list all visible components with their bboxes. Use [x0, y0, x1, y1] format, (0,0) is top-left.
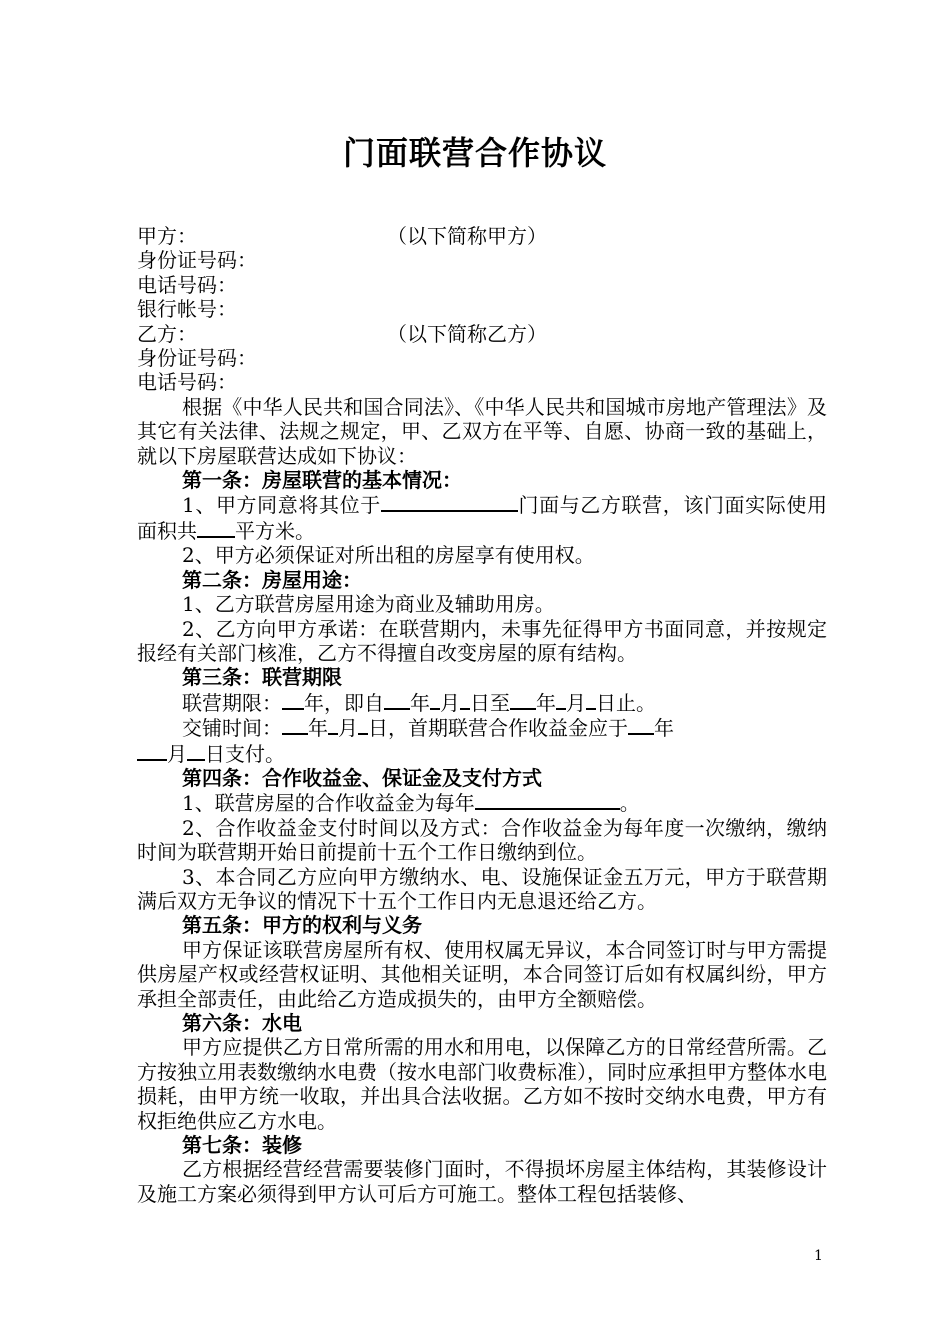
- blank: [282, 715, 308, 735]
- article-7-paragraph: 乙方根据经营经营需要装修门面时，不得损坏房屋主体结构，其装修设计及施工方案必须得到甲方认可后方可施工。整体工程包括装修、: [137, 1157, 827, 1206]
- article-1-clause-2: 2、甲方必须保证对所出租的房屋享有使用权。: [182, 543, 595, 568]
- article-1-clause-1: 1、甲方同意将其位于 门面与乙方联营，该门面实际使用面积共 平方米。: [137, 493, 828, 543]
- party-a-id: 身份证号码：: [137, 248, 257, 273]
- blank: [510, 690, 536, 710]
- party-a-bank: 银行帐号：: [137, 297, 237, 322]
- blank: [628, 715, 654, 735]
- party-a-phone: 电话号码：: [137, 272, 237, 297]
- amount-blank: [475, 790, 620, 810]
- article-4-clause-2: 2、合作收益金支付时间以及方式：合作收益金为每年度一次缴纳，缴纳时间为联营期开始日前提前十五个工作日缴纳到位。: [137, 815, 827, 865]
- article-4-clause-1: 1、联营房屋的合作收益金为每年 。: [182, 791, 640, 816]
- document-title: 门面联营合作协议: [342, 134, 607, 172]
- article-2-heading: 第二条：房屋用途：: [182, 567, 362, 592]
- blank: [556, 690, 566, 710]
- article-6-heading: 第六条：水电: [182, 1011, 302, 1035]
- article-2-clause-1: 1、乙方联营房屋用途为商业及辅助用房。: [182, 592, 555, 617]
- blank: [187, 741, 205, 761]
- blank: [430, 690, 440, 710]
- blank: [358, 715, 368, 735]
- document-body: [137, 224, 827, 1206]
- article-4-heading: 第四条：合作收益金、保证金及支付方式: [182, 765, 542, 790]
- blank: [384, 690, 410, 710]
- party-a-note: （以下简称甲方）: [387, 224, 547, 248]
- blank: [137, 741, 167, 761]
- blank: [328, 715, 338, 735]
- party-a-label: 甲方：: [137, 224, 197, 248]
- article-3-heading: 第三条：联营期限: [182, 665, 342, 690]
- article-7-heading: 第七条：装修: [182, 1133, 302, 1158]
- party-b-label: 乙方：: [137, 321, 197, 346]
- blank: [586, 690, 596, 710]
- blank: [282, 690, 304, 710]
- article-3-period: 联营期限： 年，即自 年 月 日至 年 月 日止。: [182, 690, 656, 715]
- party-b-id: 身份证号码：: [137, 346, 257, 371]
- area-blank: [197, 518, 235, 538]
- article-1-heading: 第一条：房屋联营的基本情况：: [182, 468, 462, 493]
- article-3-handover: 交铺时间： 年 月 日，首期联营合作收益金应于 年 月 日支付。: [137, 715, 827, 766]
- page-number: 1: [814, 1248, 823, 1264]
- article-5-paragraph: 甲方保证该联营房屋所有权、使用权属无异议，本合同签订时与甲方需提供房屋产权或经营权证明、其他相关证明，本合同签订后如有权属纠纷，甲方承担全部责任，由此给乙方造成损失的，由甲方全额赔偿。: [137, 937, 827, 1011]
- article-4-clause-3: 3、本合同乙方应向甲方缴纳水、电、设施保证金五万元，甲方于联营期满后双方无争议的情况下十五个工作日内无息退还给乙方。: [137, 864, 827, 913]
- party-b-phone: 电话号码：: [137, 370, 237, 395]
- preamble-paragraph: 根据《中华人民共和国合同法》、《中华人民共和国城市房地产管理法》及其它有关法律、法规之规定，甲、乙双方在平等、自愿、协商一致的基础上，就以下房屋联营达成如下协议：: [137, 394, 827, 468]
- blank: [460, 690, 470, 710]
- article-6-paragraph: 甲方应提供乙方日常所需的用水和用电，以保障乙方的日常经营所需。乙方按独立用表数缴纳水电费（按水电部门收费标准），同时应承担甲方整体水电损耗，由甲方统一收取，并出具合法收据。乙方如不按时交纳水电费，甲方有权拒绝供应乙方水电。: [137, 1035, 827, 1133]
- party-b-note: （以下简称乙方）: [387, 321, 547, 346]
- party-a-row: [137, 224, 827, 248]
- party-b-row: [137, 322, 827, 346]
- article-5-heading: 第五条：甲方的权利与义务: [182, 913, 422, 938]
- article-2-clause-2: 2、乙方向甲方承诺：在联营期内，未事先征得甲方书面同意，并按规定报经有关部门核准，乙方不得擅自改变房屋的原有结构。: [137, 616, 827, 665]
- location-blank: [381, 492, 518, 512]
